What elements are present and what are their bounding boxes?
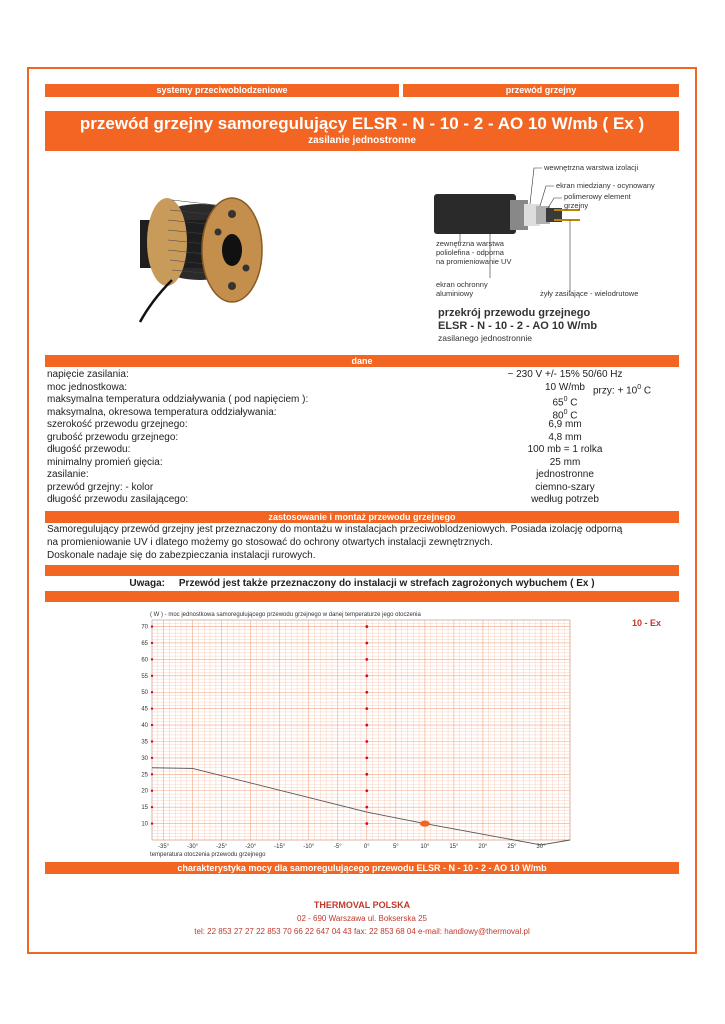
- label-outer-layer-1: zewnętrzna warstwa: [436, 239, 504, 248]
- chart-title: ( W ) - moc jednostkowa samoregulującego przewodu grzejnego w danej temperaturze jego otoczenia: [150, 612, 421, 618]
- chart-zero-dot: [365, 707, 368, 710]
- product-title: przewód grzejny samoregulujący ELSR - N - 10 - 2 - AO 10 W/mb ( Ex ): [79, 114, 645, 133]
- spec-value-text: 10 W/mb: [544, 381, 585, 393]
- chart-y-dot: [151, 625, 153, 627]
- chart-zero-dot: [365, 625, 368, 628]
- application-line: na promieniowanie UV i dlatego możemy go stosować do ochrony otwartych instalacji zewnętrznych.: [47, 537, 493, 548]
- spec-value: [485, 368, 645, 381]
- chart-y-tick: 35: [141, 739, 148, 746]
- spec-unit: C: [567, 409, 578, 421]
- spec-row: [45, 468, 679, 481]
- application-header: zastosowanie i montaż przewodu grzejnego: [45, 511, 679, 523]
- spec-value: [485, 443, 645, 456]
- chart-zero-dot: [365, 642, 368, 645]
- chart-y-tick: 50: [141, 690, 148, 697]
- company-name: THERMOVAL POLSKA: [313, 900, 411, 910]
- spec-label: grubość przewodu grzejnego:: [47, 431, 179, 443]
- chart-x-tick: 25°: [507, 844, 517, 850]
- chart-y-dot: [151, 773, 153, 775]
- chart-x-tick: 30°: [536, 844, 546, 850]
- chart-x-tick: -15°: [274, 844, 286, 850]
- spec-value-text: 80: [552, 409, 564, 421]
- spec-row: [45, 443, 679, 456]
- spec-value-text: 100 mb = 1 rolka: [527, 444, 603, 455]
- chart-y-dot: [151, 724, 153, 726]
- chart-y-dot: [151, 740, 153, 742]
- product-subtitle: zasilanie jednostronne: [308, 135, 416, 146]
- chart-y-tick: 55: [141, 673, 148, 680]
- chart-y-dot: [151, 658, 153, 660]
- chart-zero-dot: [365, 674, 368, 677]
- label-outer-layer-2: poliolefina - odporna: [436, 248, 504, 257]
- spec-row: [45, 481, 679, 494]
- chart-caption: charakterystyka mocy dla samoregulującego przewodu ELSR - N - 10 - 2 - AO 10 W/mb: [45, 862, 679, 874]
- application-line: Doskonale nadaje się do zabezpieczania instalacji rurowych.: [47, 550, 316, 561]
- spec-unit: C: [567, 397, 578, 409]
- spec-unit: C: [641, 384, 652, 396]
- chart-x-tick: -25°: [216, 844, 228, 850]
- chart-x-tick: -35°: [158, 844, 170, 850]
- spec-value-text: 4,8 mm: [548, 431, 582, 443]
- company-contact: tel: 22 853 27 27 22 853 70 66 22 647 04 43 fax: 22 853 68 04 e-mail: handlowy@thermoval.pl: [194, 927, 530, 936]
- chart-x-tick: 15°: [449, 844, 459, 850]
- degree-sup: 0: [563, 408, 568, 416]
- spec-value-text: 65: [552, 397, 564, 409]
- spec-value: [485, 418, 645, 431]
- note-bar-top: [45, 565, 679, 576]
- chart-x-tick: -10°: [303, 844, 315, 850]
- spec-label: napięcie zasilania:: [47, 369, 129, 380]
- chart-y-dot: [151, 675, 153, 677]
- spec-value-text: 25 mm: [549, 456, 581, 468]
- chart-y-dot: [151, 757, 153, 759]
- spec-label: minimalny promień gięcia:: [47, 456, 163, 468]
- chart-zero-dot: [365, 773, 368, 776]
- note-bar-bottom: [45, 591, 679, 602]
- specs-header: dane: [45, 355, 679, 367]
- chart-legend: 10 - Ex: [632, 618, 662, 628]
- chart-x-tick: -20°: [245, 844, 257, 850]
- label-copper-screen: ekran miedziany - ocynowany: [556, 181, 655, 190]
- spec-label: długość przewodu zasilającego:: [47, 494, 189, 505]
- chart-y-tick: 40: [141, 723, 148, 730]
- degree-sup: 0: [637, 383, 642, 391]
- chart-y-dot: [151, 691, 153, 693]
- chart-x-tick: 5°: [392, 844, 399, 850]
- chart-zero-dot: [365, 691, 368, 694]
- degree-sup: 0: [563, 396, 568, 403]
- spec-value: [485, 456, 645, 469]
- spec-value: [485, 468, 645, 481]
- chart-y-dot: [151, 790, 153, 792]
- chart-x-tick: -5°: [333, 844, 342, 850]
- label-outer-layer-3: na promieniowanie UV: [436, 257, 512, 266]
- spec-value-text: według potrzeb: [531, 494, 599, 505]
- chart-x-label: temperatura otoczenia przewodu grzejnego: [150, 852, 266, 858]
- label-alu-screen-2: aluminiowy: [436, 289, 474, 298]
- chart-y-tick: 25: [141, 772, 148, 779]
- spec-value: [485, 493, 645, 506]
- diagram-caption-3: zasilanego jednostronnie: [438, 333, 533, 343]
- ex-note: [45, 577, 679, 591]
- spec-value-text: 6,9 mm: [548, 419, 582, 430]
- note-text: Przewód jest także przeznaczony do instalacji w strefach zagrożonych wybuchem ( Ex ): [178, 578, 595, 589]
- spec-label: długość przewodu:: [47, 444, 131, 455]
- chart-y-dot: [151, 822, 153, 824]
- spec-label: maksymalna, okresowa temperatura oddziaływania:: [47, 406, 277, 418]
- label-alu-screen-1: ekran ochronny: [436, 280, 488, 289]
- application-line: Samoregulujący przewód grzejny jest przeznaczony do montażu w instalacjach przeciwoblodzeniowych. Posiada izolację odporną: [47, 524, 623, 535]
- spec-label: maksymalna temperatura oddziaływania ( pod napięciem ):: [47, 394, 309, 405]
- label-polymer-element-1: polimerowy element: [564, 192, 631, 201]
- chart-zero-dot: [365, 757, 368, 760]
- diagram-caption-2: ELSR - N - 10 - 2 - AO 10 W/mb: [438, 320, 598, 332]
- spec-row: [45, 456, 679, 469]
- cable-cross-section-diagram: [430, 158, 690, 348]
- label-polymer-element-2: grzejny: [564, 201, 589, 210]
- spec-value: [485, 481, 645, 494]
- label-inner-insulation: wewnętrzna warstwa izolacji: [544, 163, 639, 172]
- label-supply-wires: żyły zasilające - wielodrutowe: [540, 289, 639, 298]
- chart-y-tick: 70: [141, 624, 148, 631]
- chart-zero-dot: [365, 740, 368, 743]
- chart-x-tick: 10°: [420, 844, 430, 850]
- product-title-bar: [45, 111, 679, 151]
- cable-spool-image: [132, 180, 272, 330]
- chart-x-tick: 20°: [478, 844, 488, 850]
- spec-value-text: jednostronne: [536, 469, 594, 480]
- company-address: 02 - 690 Warszawa ul. Bokserska 25: [297, 914, 427, 923]
- chart-y-tick: 60: [141, 657, 148, 664]
- spec-row: [45, 381, 679, 394]
- tab-systems: systemy przeciwoblodzeniowe: [45, 84, 399, 97]
- spec-value: [485, 431, 645, 444]
- chart-y-tick: 10: [141, 821, 148, 828]
- spec-row: [45, 368, 679, 381]
- chart-zero-dot: [365, 822, 368, 825]
- spec-label: szerokość przewodu grzejnego:: [47, 419, 188, 430]
- power-chart: [128, 604, 598, 860]
- spec-value-text: ciemno-szary: [535, 481, 595, 493]
- spec-row: [45, 493, 679, 506]
- diagram-caption-1: przekrój przewodu grzejnego: [438, 307, 591, 319]
- chart-zero-dot: [365, 724, 368, 727]
- spec-row: [45, 418, 679, 431]
- spec-row: [45, 431, 679, 444]
- chart-x-tick: 0°: [363, 844, 370, 850]
- spec-extra-text: przy: + 10: [593, 384, 638, 396]
- spec-row: [45, 406, 679, 419]
- spec-label: moc jednostkowa:: [47, 381, 128, 393]
- spec-row: [45, 393, 679, 409]
- chart-y-dot: [151, 806, 153, 808]
- chart-y-dot: [151, 707, 153, 709]
- chart-y-tick: 20: [141, 788, 148, 795]
- chart-zero-dot: [365, 789, 368, 792]
- spec-label: przewód grzejny: - kolor: [47, 481, 154, 493]
- tab-heating-cable: przewód grzejny: [403, 84, 679, 97]
- application-text: [47, 523, 677, 562]
- spec-value-text: ~ 230 V +/- 15% 50/60 Hz: [507, 369, 623, 380]
- chart-x-tick: -30°: [187, 844, 199, 850]
- chart-y-tick: 45: [141, 706, 148, 713]
- chart-y-tick: 30: [141, 755, 148, 762]
- chart-zero-dot: [365, 658, 368, 661]
- chart-y-dot: [151, 642, 153, 644]
- spec-label: zasilanie:: [47, 469, 89, 480]
- note-label: Uwaga:: [129, 578, 165, 589]
- chart-y-tick: 15: [141, 805, 148, 812]
- chart-marker: [420, 821, 430, 827]
- chart-zero-dot: [365, 806, 368, 809]
- chart-y-tick: 65: [141, 640, 148, 647]
